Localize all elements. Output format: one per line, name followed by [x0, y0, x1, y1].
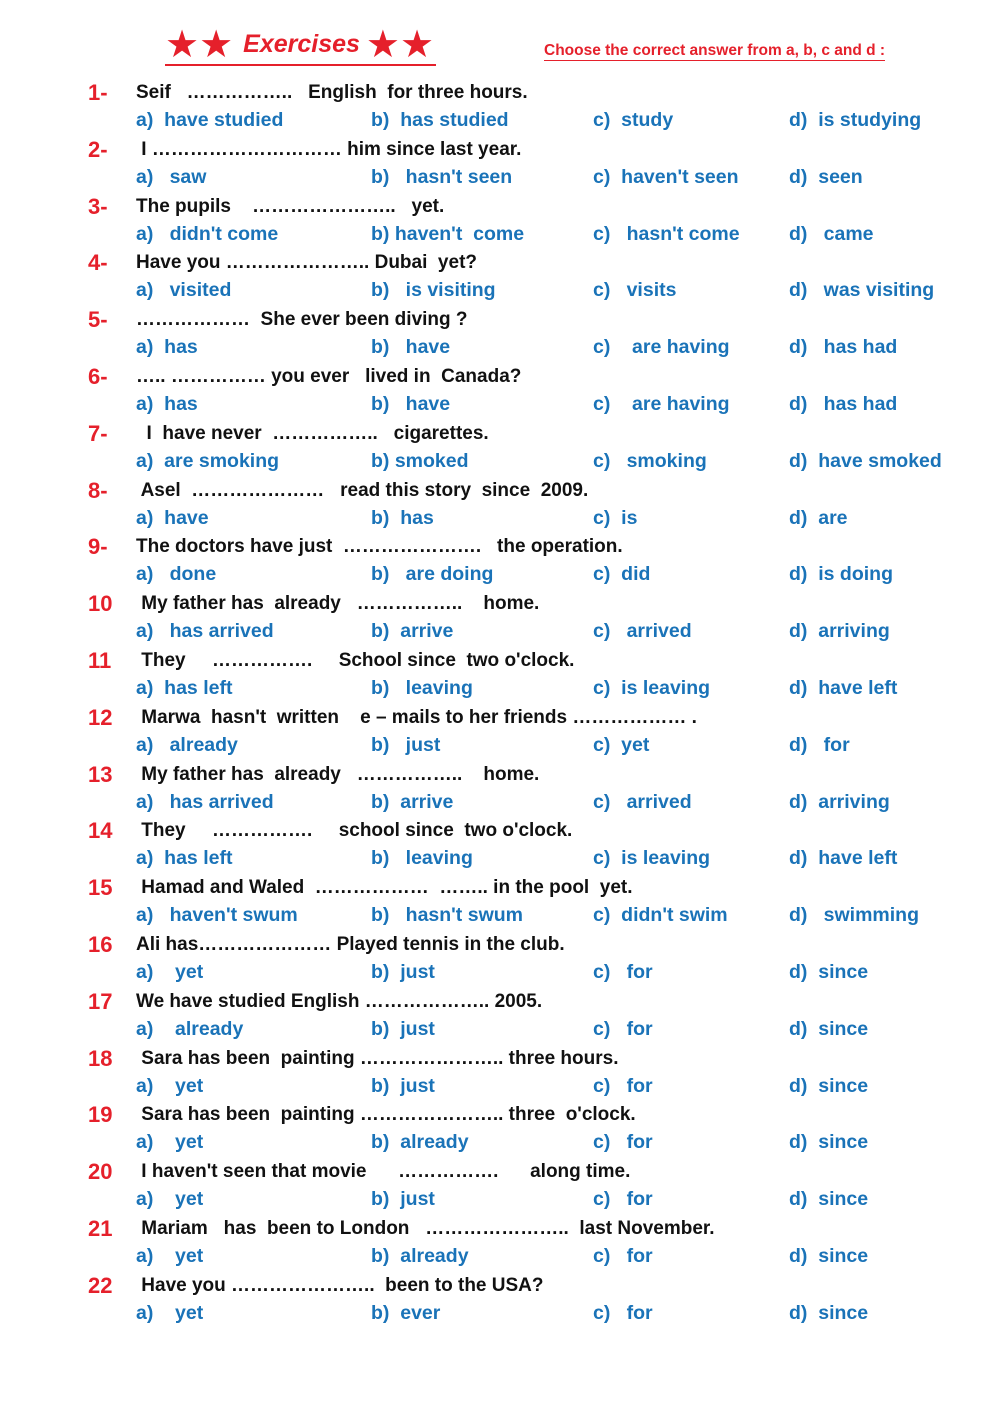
- star-icon: ★★: [365, 22, 435, 66]
- answer-option-b[interactable]: b) just: [371, 1017, 435, 1040]
- answer-option-b[interactable]: b) haven't come: [371, 222, 525, 245]
- answer-option-a[interactable]: a) yet: [136, 1074, 204, 1097]
- question-number: 6-: [88, 364, 108, 389]
- answer-option-b[interactable]: b) ever: [371, 1301, 441, 1324]
- answer-option-c[interactable]: c) arrived: [593, 620, 692, 643]
- answer-option-d[interactable]: d) arriving: [789, 790, 890, 813]
- answer-option-d[interactable]: d) has had: [789, 393, 898, 415]
- answer-option-a[interactable]: a) done: [136, 563, 217, 586]
- question-item: [0, 589, 992, 646]
- answer-option-c[interactable]: c) is leaving: [593, 677, 711, 699]
- answer-option-a[interactable]: a) visited: [136, 279, 232, 302]
- answer-option-a[interactable]: a) yet: [136, 1301, 204, 1324]
- answer-option-a[interactable]: a) already: [136, 733, 238, 756]
- question-item: [0, 987, 992, 1044]
- question-item: [0, 760, 992, 817]
- answer-option-b[interactable]: b) is visiting: [371, 279, 496, 302]
- question-text: They ……………. school since two o'clock.: [136, 820, 573, 842]
- question-text: I have never …………….. cigarettes.: [136, 422, 489, 444]
- answer-option-b[interactable]: b) arrive: [371, 620, 454, 643]
- question-text: Sara has been painting ………………….. three hours.: [136, 1047, 619, 1069]
- answer-option-a[interactable]: a) yet: [136, 1245, 204, 1267]
- question-text: ….. …………… you ever lived in Canada?: [136, 366, 522, 387]
- question-item: [0, 1044, 992, 1101]
- question-number: 4-: [88, 250, 108, 276]
- question-text: Seif …………….. English for three hours.: [136, 82, 528, 103]
- question-number: 5-: [88, 307, 108, 333]
- answer-option-c[interactable]: c) haven't seen: [593, 165, 739, 188]
- answer-option-c[interactable]: c) are having: [593, 336, 730, 359]
- answer-option-a[interactable]: a) has arrived: [136, 620, 274, 643]
- question-number: 20: [88, 1159, 113, 1185]
- answer-option-b[interactable]: b) hasn't seen: [371, 165, 513, 188]
- question-item: [0, 192, 992, 249]
- question-item: [0, 532, 992, 589]
- question-text: I haven't seen that movie ……………. along time.: [136, 1161, 631, 1183]
- question-text: Ali has………………… Played tennis in the club.: [136, 934, 565, 955]
- question-text: Have you ………………….. Dubai yet?: [136, 252, 477, 274]
- question-item: [0, 305, 992, 362]
- answer-option-c[interactable]: c) for: [593, 1074, 653, 1097]
- answer-option-d[interactable]: d) are: [789, 506, 848, 529]
- question-item: [0, 1271, 992, 1328]
- answer-option-b[interactable]: b) just: [371, 1188, 435, 1211]
- question-text: Asel ………………… read this story since 2009.: [136, 479, 589, 501]
- question-number: 15: [88, 875, 113, 901]
- answer-option-b[interactable]: b) already: [371, 1131, 469, 1154]
- answer-option-a[interactable]: a) have studied: [136, 109, 284, 131]
- title-block: [165, 24, 436, 66]
- question-text: Hamad and Waled ……………… …….. in the pool yet.: [136, 877, 633, 899]
- answer-option-b[interactable]: b) just: [371, 733, 441, 756]
- question-number: 12: [88, 704, 113, 730]
- answer-option-c[interactable]: c) for: [593, 1245, 653, 1267]
- question-item: [0, 248, 992, 305]
- question-text: Marwa hasn't written e – mails to her friends ……………… .: [136, 706, 697, 728]
- question-number: 2-: [88, 136, 108, 162]
- answer-option-c[interactable]: c) is leaving: [593, 847, 711, 870]
- question-number: 3-: [88, 193, 108, 219]
- answer-option-d[interactable]: d) since: [789, 1301, 869, 1324]
- answer-option-c[interactable]: c) for: [593, 1301, 653, 1324]
- answer-option-d[interactable]: d) since: [789, 1245, 869, 1267]
- question-item: [0, 419, 992, 476]
- question-number: 17: [88, 988, 113, 1014]
- question-text: The pupils ………………….. yet.: [136, 195, 445, 217]
- question-number: 13: [88, 761, 113, 787]
- question-number: 21: [88, 1216, 113, 1241]
- star-icon: ★★: [165, 22, 234, 66]
- answer-option-c[interactable]: c) for: [593, 1188, 653, 1211]
- answer-option-d[interactable]: d) since: [789, 961, 869, 983]
- answer-option-d[interactable]: d) have smoked: [789, 449, 942, 472]
- answer-option-c[interactable]: c) smoking: [593, 449, 707, 472]
- answer-option-b[interactable]: b) has: [371, 506, 434, 529]
- question-number: 16: [88, 932, 113, 957]
- answer-option-a[interactable]: a) yet: [136, 1131, 204, 1154]
- question-number: 8-: [88, 477, 108, 503]
- question-item: [0, 873, 992, 930]
- question-number: 19: [88, 1102, 113, 1128]
- answer-option-a[interactable]: a) haven't swum: [136, 904, 298, 927]
- answer-option-d[interactable]: d) since: [789, 1188, 869, 1211]
- question-text: Have you ………………….. been to the USA?: [136, 1274, 544, 1296]
- answer-option-c[interactable]: c) for: [593, 1131, 653, 1154]
- answer-option-d[interactable]: d) is doing: [789, 563, 893, 586]
- question-number: 9-: [88, 534, 108, 560]
- answer-option-b[interactable]: b) just: [371, 961, 435, 983]
- answer-option-a[interactable]: a) has left: [136, 847, 233, 870]
- answer-option-d[interactable]: d) since: [789, 1074, 869, 1097]
- answer-option-b[interactable]: b) has studied: [371, 109, 509, 131]
- question-item: [0, 646, 992, 703]
- answer-option-b[interactable]: b) just: [371, 1074, 435, 1097]
- answer-option-b[interactable]: b) leaving: [371, 677, 473, 699]
- question-number: 7-: [88, 420, 108, 446]
- question-item: [0, 1157, 992, 1214]
- answer-option-a[interactable]: a) has: [136, 336, 198, 359]
- question-item: [0, 476, 992, 533]
- answer-option-c[interactable]: c) hasn't come: [593, 222, 740, 245]
- header: [0, 24, 992, 68]
- answer-option-b[interactable]: b) hasn't swum: [371, 904, 523, 927]
- answer-option-b[interactable]: b) leaving: [371, 847, 473, 870]
- instruction-text: Choose the correct answer from a, b, c and d :: [544, 42, 886, 59]
- question-text: We have studied English ……………….. 2005.: [136, 990, 543, 1012]
- answer-option-d[interactable]: d) swimming: [789, 904, 920, 927]
- question-number: 1-: [88, 80, 108, 105]
- question-number: 14: [88, 818, 113, 844]
- answer-option-d[interactable]: d) seen: [789, 165, 863, 188]
- answer-option-a[interactable]: a) has: [136, 393, 198, 415]
- question-number: 11: [88, 648, 112, 673]
- question-item: [0, 703, 992, 760]
- answer-option-b[interactable]: b) arrive: [371, 790, 454, 813]
- answer-option-a[interactable]: a) have: [136, 506, 209, 529]
- answer-option-c[interactable]: c) for: [593, 1017, 653, 1040]
- answer-option-a[interactable]: a) yet: [136, 961, 204, 983]
- question-item: [0, 362, 992, 419]
- answer-option-d[interactable]: d) for: [789, 733, 850, 756]
- answer-option-a[interactable]: a) already: [136, 1017, 244, 1040]
- answer-option-c[interactable]: c) yet: [593, 733, 650, 756]
- answer-option-d[interactable]: d) was visiting: [789, 279, 935, 302]
- question-item: [0, 1214, 992, 1271]
- answer-option-d[interactable]: d) has had: [789, 336, 898, 359]
- answer-option-a[interactable]: a) has arrived: [136, 790, 274, 813]
- answer-option-c[interactable]: c) are having: [593, 393, 730, 415]
- answer-option-a[interactable]: a) yet: [136, 1188, 204, 1211]
- question-text: My father has already …………….. home.: [136, 763, 540, 785]
- answer-option-c[interactable]: c) for: [593, 961, 653, 983]
- answer-option-d[interactable]: d) arriving: [789, 620, 890, 643]
- answer-option-b[interactable]: b) have: [371, 336, 451, 359]
- page-title: Exercises: [243, 29, 360, 58]
- answer-option-b[interactable]: b) are doing: [371, 563, 494, 586]
- answer-option-c[interactable]: c) is: [593, 506, 638, 529]
- question-item: [0, 135, 992, 192]
- answer-option-c[interactable]: c) did: [593, 563, 651, 586]
- question-item: [0, 78, 992, 135]
- answer-option-b[interactable]: b) have: [371, 393, 451, 415]
- answer-option-d[interactable]: d) since: [789, 1131, 869, 1154]
- question-item: [0, 816, 992, 873]
- question-number: 22: [88, 1272, 113, 1298]
- answer-option-d[interactable]: d) have left: [789, 847, 898, 870]
- question-text: Mariam has been to London ………………….. last November.: [136, 1218, 715, 1239]
- answer-option-c[interactable]: c) didn't swim: [593, 904, 728, 927]
- question-text: I ………………………… him since last year.: [136, 138, 522, 160]
- question-item: [0, 1100, 992, 1157]
- question-text: Sara has been painting ………………….. three o'clock.: [136, 1104, 636, 1126]
- answer-option-a[interactable]: a) didn't come: [136, 222, 279, 245]
- answer-option-d[interactable]: d) since: [789, 1017, 869, 1040]
- question-number: 18: [88, 1045, 113, 1071]
- answer-option-b[interactable]: b) smoked: [371, 449, 469, 472]
- answer-option-d[interactable]: d) is studying: [789, 109, 922, 131]
- answer-option-d[interactable]: d) have left: [789, 677, 898, 699]
- answer-option-d[interactable]: d) came: [789, 222, 874, 245]
- answer-option-b[interactable]: b) already: [371, 1245, 469, 1267]
- question-text: They ……………. School since two o'clock.: [136, 650, 575, 671]
- answer-option-c[interactable]: c) arrived: [593, 790, 692, 813]
- answer-option-c[interactable]: c) visits: [593, 279, 677, 302]
- answer-option-a[interactable]: a) has left: [136, 677, 233, 699]
- question-number: 10: [88, 591, 113, 617]
- question-item: [0, 930, 992, 987]
- question-text: My father has already …………….. home.: [136, 593, 540, 615]
- question-text: ……………… She ever been diving ?: [136, 309, 468, 331]
- answer-option-c[interactable]: c) study: [593, 109, 674, 131]
- answer-option-a[interactable]: a) saw: [136, 165, 207, 188]
- question-text: The doctors have just …………………. the operation.: [136, 536, 623, 558]
- answer-option-a[interactable]: a) are smoking: [136, 449, 280, 472]
